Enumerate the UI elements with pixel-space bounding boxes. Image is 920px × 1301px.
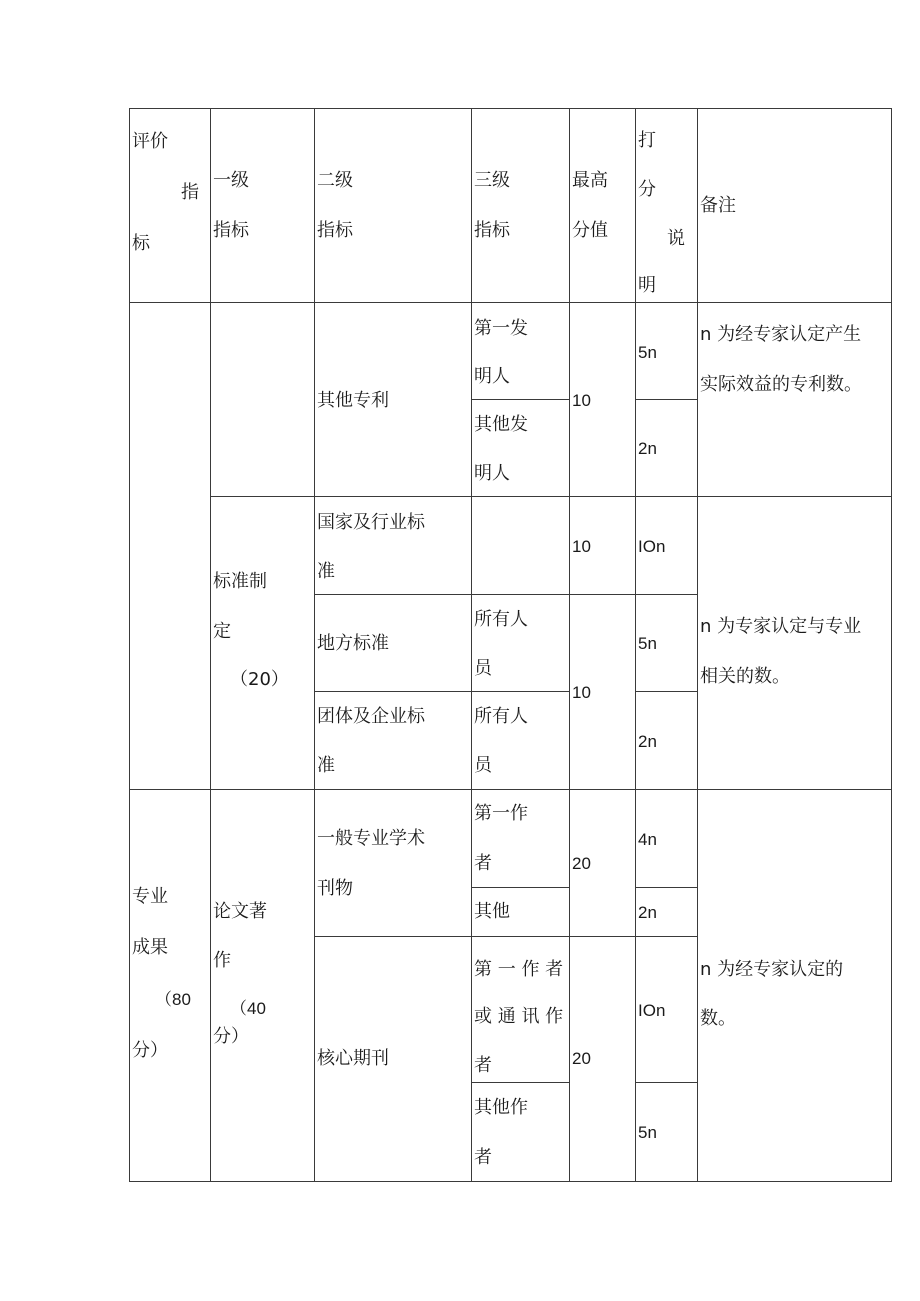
papers-core: 核心期刊 <box>317 1048 389 1069</box>
patent-other-inventor-line1: 其他发 <box>474 414 528 435</box>
standards-level1-line2: 定 <box>213 621 231 642</box>
header-scoring-line4: 明 <box>638 275 656 296</box>
header-max-score-line1: 最高 <box>572 170 608 191</box>
papers-level1-line1: 论文著 <box>213 901 267 922</box>
patent-level2: 其他专利 <box>317 390 389 411</box>
papers-core-first-line3: 者 <box>474 1055 492 1076</box>
standards-local: 地方标准 <box>317 633 389 654</box>
papers-general-score-other: 2n <box>638 903 657 922</box>
papers-core-score-first: IOn <box>638 1001 666 1020</box>
papers-level1-line4: 分） <box>213 1026 249 1047</box>
standards-level1-line3: （20） <box>230 669 289 690</box>
row-divider <box>471 1082 569 1083</box>
papers-general-score-first: 4n <box>638 830 657 849</box>
patent-score-first: 5n <box>638 343 657 362</box>
patent-max-score: 10 <box>572 391 591 410</box>
border-bottom <box>129 1181 892 1182</box>
col-divider <box>471 108 472 1182</box>
row-divider <box>635 1082 697 1083</box>
standards-local-score: 5n <box>638 634 657 653</box>
papers-core-other-line2: 者 <box>474 1147 492 1168</box>
patent-note-line1: n 为经专家认定产生 <box>700 324 862 345</box>
row-divider <box>471 399 569 400</box>
standards-local-level3-line1: 所有人 <box>474 609 528 630</box>
row-divider <box>314 936 697 937</box>
patent-note-line2: 实际效益的专利数。 <box>700 374 862 395</box>
standards-national-line2: 准 <box>317 561 335 582</box>
papers-core-max: 20 <box>572 1049 591 1068</box>
papers-general-line1: 一般专业学术 <box>317 828 425 849</box>
papers-general-line2: 刊物 <box>317 878 353 899</box>
header-scoring-line1: 打 <box>638 130 656 151</box>
standards-group-level3-line1: 所有人 <box>474 706 528 727</box>
papers-core-score-other: 5n <box>638 1123 657 1142</box>
header-eval-indicator-line2: 指 <box>181 182 199 203</box>
border-left <box>129 108 130 1182</box>
row-divider <box>314 594 697 595</box>
papers-note-line1: n 为经专家认定的 <box>700 959 844 980</box>
row-divider <box>129 789 892 790</box>
standards-group-line1: 团体及企业标 <box>317 706 425 727</box>
achievements-label-line4: 分） <box>132 1040 168 1061</box>
achievements-label-line1: 专业 <box>132 886 168 907</box>
papers-general-other: 其他 <box>474 901 510 922</box>
header-level1-line1: 一级 <box>213 170 249 191</box>
standards-national-score: IOn <box>638 537 666 556</box>
header-remarks: 备注 <box>700 195 736 216</box>
header-max-score-line2: 分值 <box>572 220 608 241</box>
row-divider <box>635 399 697 400</box>
col-divider <box>569 108 570 1182</box>
border-top <box>129 108 892 109</box>
standards-national-line1: 国家及行业标 <box>317 512 425 533</box>
standards-level1-line1: 标准制 <box>213 571 267 592</box>
col-divider <box>210 108 211 1182</box>
patent-first-inventor-line1: 第一发 <box>474 318 528 339</box>
patent-other-inventor-line2: 明人 <box>474 463 510 484</box>
papers-level1-line2: 作 <box>213 950 231 971</box>
achievements-label-line2: 成果 <box>132 937 168 958</box>
papers-general-first-line2: 者 <box>474 853 492 874</box>
header-level3-line2: 指标 <box>474 220 510 241</box>
header-level1-line2: 指标 <box>213 220 249 241</box>
papers-core-first-line1: 第 一 作 者 <box>474 959 564 980</box>
standards-national-max: 10 <box>572 537 591 556</box>
papers-level1-line3: （40 <box>230 999 266 1018</box>
header-level2-line2: 指标 <box>317 220 353 241</box>
papers-core-first-line2: 或 通 讯 作 <box>474 1006 564 1027</box>
papers-general-max: 20 <box>572 854 591 873</box>
header-level3-line1: 三级 <box>474 170 510 191</box>
papers-note-line2: 数。 <box>700 1008 736 1029</box>
col-divider <box>697 108 698 1182</box>
row-divider <box>129 302 892 303</box>
papers-core-other-line1: 其他作 <box>474 1097 528 1118</box>
standards-local-level3-line2: 员 <box>474 658 492 679</box>
standards-note-line2: 相关的数。 <box>700 666 790 687</box>
patent-score-other: 2n <box>638 439 657 458</box>
standards-group-level3-line2: 员 <box>474 755 492 776</box>
header-level2-line1: 二级 <box>317 170 353 191</box>
header-scoring-line2: 分 <box>638 179 656 200</box>
header-eval-indicator-line1: 评价 <box>132 131 168 152</box>
standards-note-line1: n 为专家认定与专业 <box>700 616 862 637</box>
standards-local-group-max: 10 <box>572 683 591 702</box>
row-divider <box>314 691 569 692</box>
standards-group-score: 2n <box>638 732 657 751</box>
border-right <box>891 108 892 1182</box>
header-scoring-line3: 说 <box>667 228 685 249</box>
row-divider <box>210 496 892 497</box>
standards-group-line2: 准 <box>317 755 335 776</box>
col-divider <box>314 108 315 1182</box>
col-divider <box>635 108 636 1182</box>
row-divider <box>635 691 697 692</box>
row-divider <box>471 887 569 888</box>
achievements-label-line3: （80 <box>155 990 191 1009</box>
papers-general-first-line1: 第一作 <box>474 803 528 824</box>
row-divider <box>635 887 697 888</box>
header-eval-indicator-line3: 标 <box>132 233 150 254</box>
patent-first-inventor-line2: 明人 <box>474 366 510 387</box>
